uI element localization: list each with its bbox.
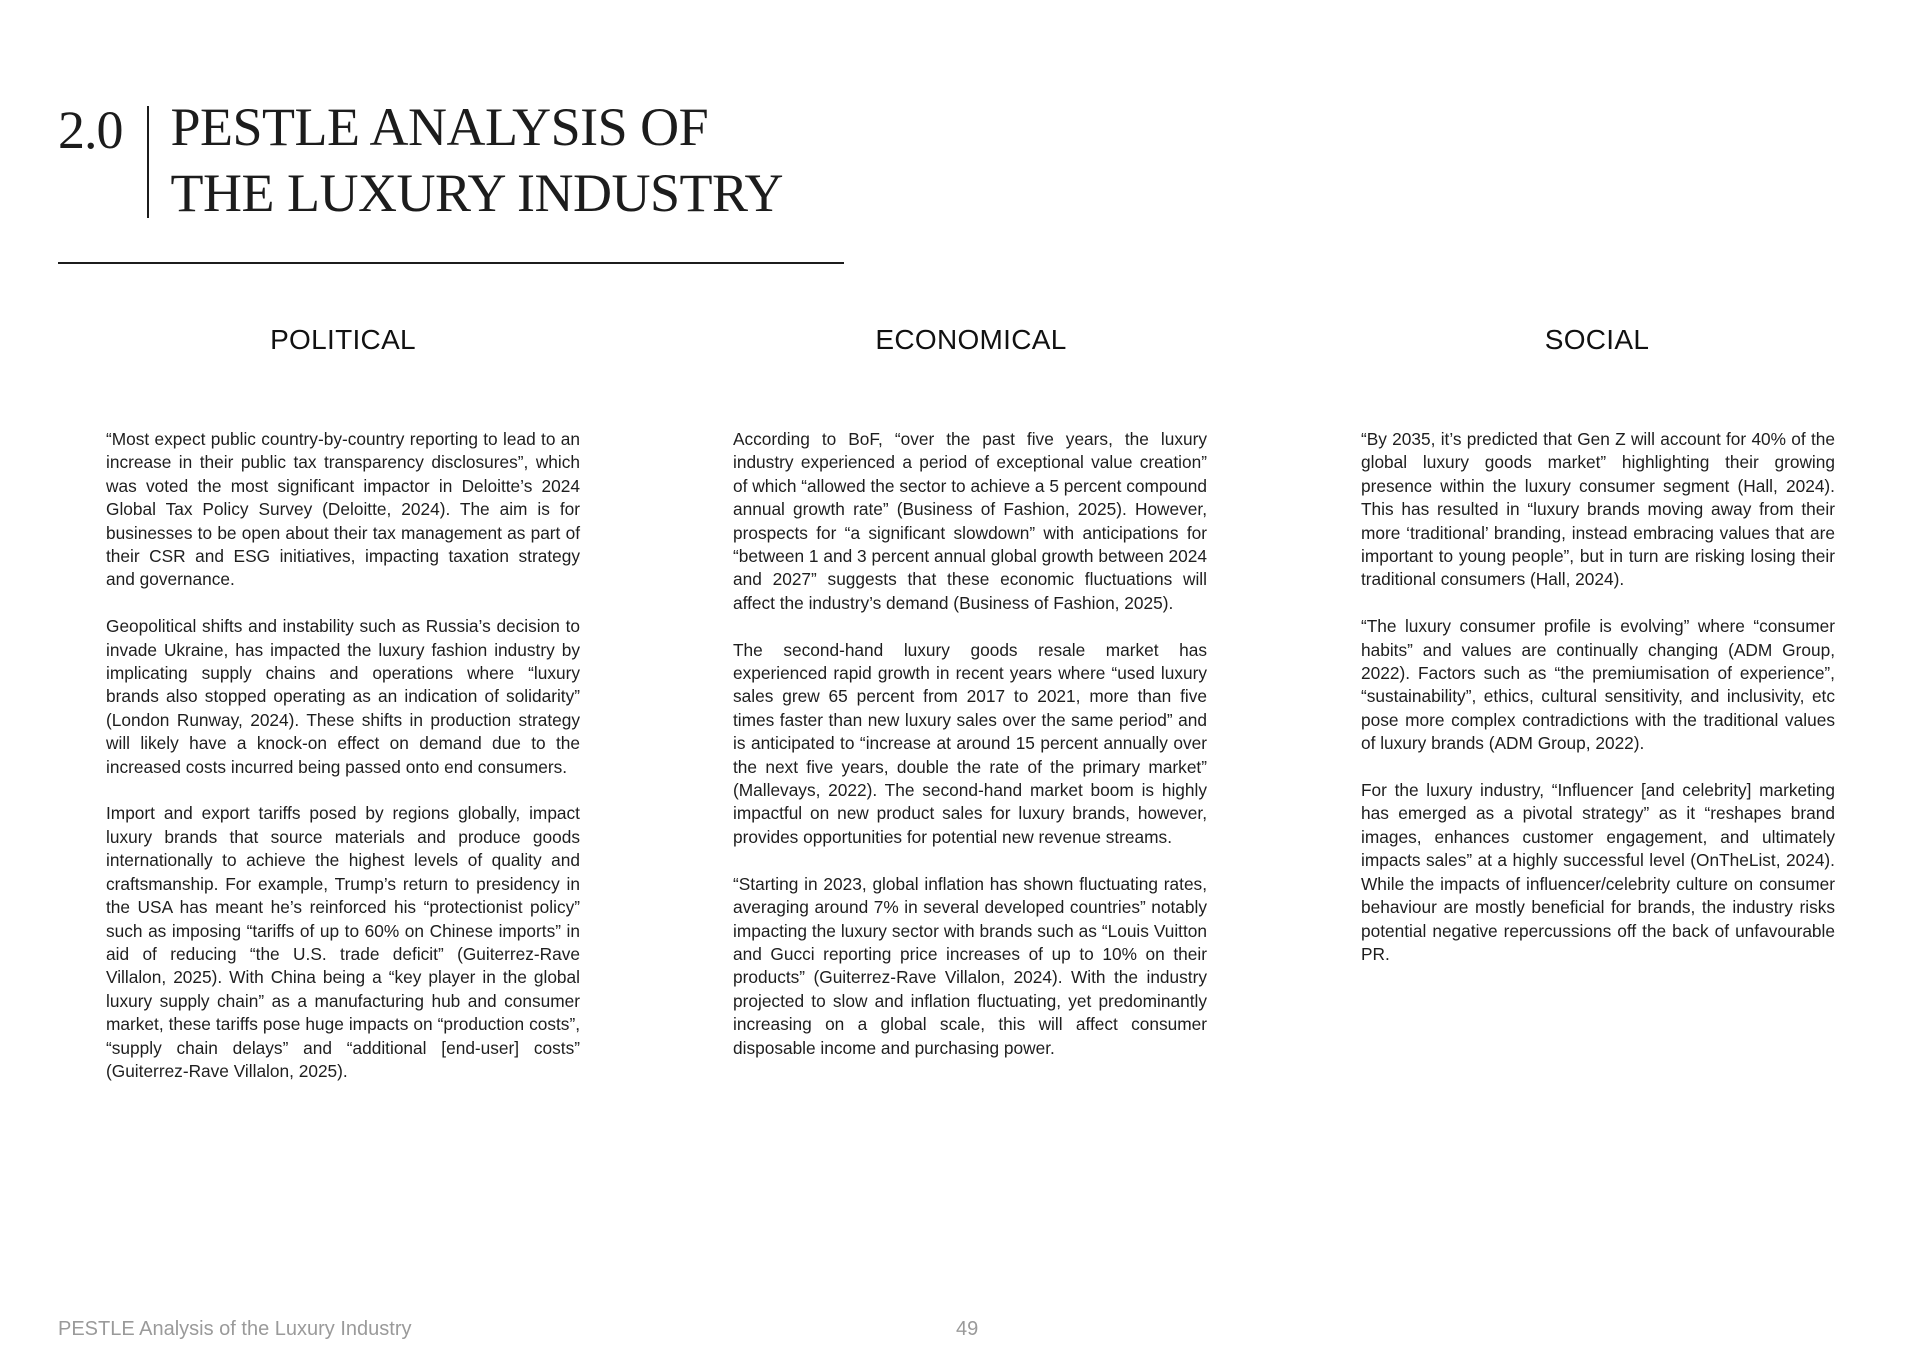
political-column (106, 428, 580, 1107)
footer-page-number: 49 (956, 1318, 979, 1340)
social-heading: SOCIAL (1544, 324, 1650, 355)
economical-column (733, 428, 1207, 1083)
political-paragraph: “Most expect public country-by-country reporting to lead to an increase in their public tax transparency disclosures”, which was voted the most significant impactor in Deloitte’s 2024 Global Tax Policy Survey (Deloitte, 2024). The aim is for businesses to be open about their tax management as part of their CSR and ESG initiatives, impacting taxation strategy and governance. (106, 429, 580, 590)
economical-heading: ECONOMICAL (875, 324, 1067, 355)
page-header (58, 94, 783, 226)
political-paragraph: Geopolitical shifts and instability such as Russia’s decision to invade Ukraine, has impacted the luxury fashion industry by implicating supply chains and operations where “luxury brands also stopped operating as an indication of solidarity” (London Runway, 2024). These shifts in production strategy will likely have a knock-on effect on demand due to the increased costs incurred being passed onto end consumers. (106, 616, 580, 777)
economical-paragraph: “Starting in 2023, global inflation has shown fluctuating rates, averaging around 7% in several developed countries” notably impacting the luxury sector with brands such as “Louis Vuitton and Gucci reporting price increases of up to 10% on their products” (Guiterrez-Rave Villalon, 2024). With the industry projected to slow and inflation fluctuating, yet predominantly increasing on a global scale, this will affect consumer disposable income and purchasing power. (733, 873, 1207, 1058)
page-title-line-2: THE LUXURY INDUSTRY (170, 163, 784, 223)
page-title-line-1: PESTLE ANALYSIS OF (170, 97, 709, 157)
economical-paragraph: According to BoF, “over the past five years, the luxury industry experienced a period of exceptional value creation” of which “allowed the sector to achieve a 5 percent compound annual growth rate” (Business of Fashion, 2025). However, prospects for “a significant slowdown” with anticipations for “between 1 and 3 percent annual global growth between 2024 and 2027” suggests that these economic fluctuations will affect the industry’s demand (Business of Fashion, 2025). (733, 429, 1207, 613)
section-number: 2.0 (58, 100, 123, 160)
political-paragraph: Import and export tariffs posed by regions globally, impact luxury brands that source materials and produce goods internationally to achieve the highest levels of quality and craftsmanship. For example, Trump’s return to presidency in the USA has meant he’s reinforced his “protectionist policy” such as imposing “tariffs of up to 60% on Chinese imports” in aid of reducing “the U.S. trade deficit” (Guiterrez-Rave Villalon, 2025). With China being a “key player in the global luxury supply chain” as a manufacturing hub and consumer market, these tariffs pose huge impacts on “production costs”, “supply chain delays” and “additional [end-user] costs” (Guiterrez-Rave Villalon, 2025). (106, 803, 580, 1081)
social-column (1361, 428, 1835, 990)
page-title (149, 94, 784, 226)
social-paragraph: For the luxury industry, “Influencer [and celebrity] marketing has emerged as a pivotal strategy” as it “reshapes brand images, enhances customer engagement, and ultimately impacts sales” at a highly successful level (OnTheList, 2024). While the impacts of influencer/celebrity culture on consumer behaviour are mostly beneficial for brands, the industry risks potential negative repercussions off the back of unfavourable PR. (1361, 780, 1835, 964)
political-heading: POLITICAL (270, 324, 416, 355)
social-paragraph: “The luxury consumer profile is evolving” where “consumer habits” and values are continually changing (ADM Group, 2022). Factors such as “the premiumisation of experience”, “sustainability”, ethics, cultural sensitivity, and inclusivity, etc pose more complex contradictions with the traditional values of luxury brands (ADM Group, 2022). (1361, 616, 1835, 754)
social-paragraph: “By 2035, it’s predicted that Gen Z will account for 40% of the global luxury goods market” highlighting their growing presence within the luxury consumer segment (Hall, 2024). This has resulted in “luxury brands moving away from their more ‘traditional’ branding, instead embracing values that are important to young people”, but in turn are risking losing their traditional consumers (Hall, 2024). (1361, 429, 1835, 590)
title-underline (58, 262, 844, 264)
footer-document-title: PESTLE Analysis of the Luxury Industry (58, 1318, 412, 1340)
economical-paragraph: The second-hand luxury goods resale market has experienced rapid growth in recent years where “used luxury sales grew 65 percent from 2017 to 2021, more than five times faster than new luxury sales over the same period” and is anticipated to “increase at around 15 percent annually over the next five years, double the rate of the primary market” (Mallevays, 2022). The second-hand market boom is highly impactful on new product sales for luxury brands, however, provides opportunities for potential new revenue streams. (733, 639, 1207, 847)
